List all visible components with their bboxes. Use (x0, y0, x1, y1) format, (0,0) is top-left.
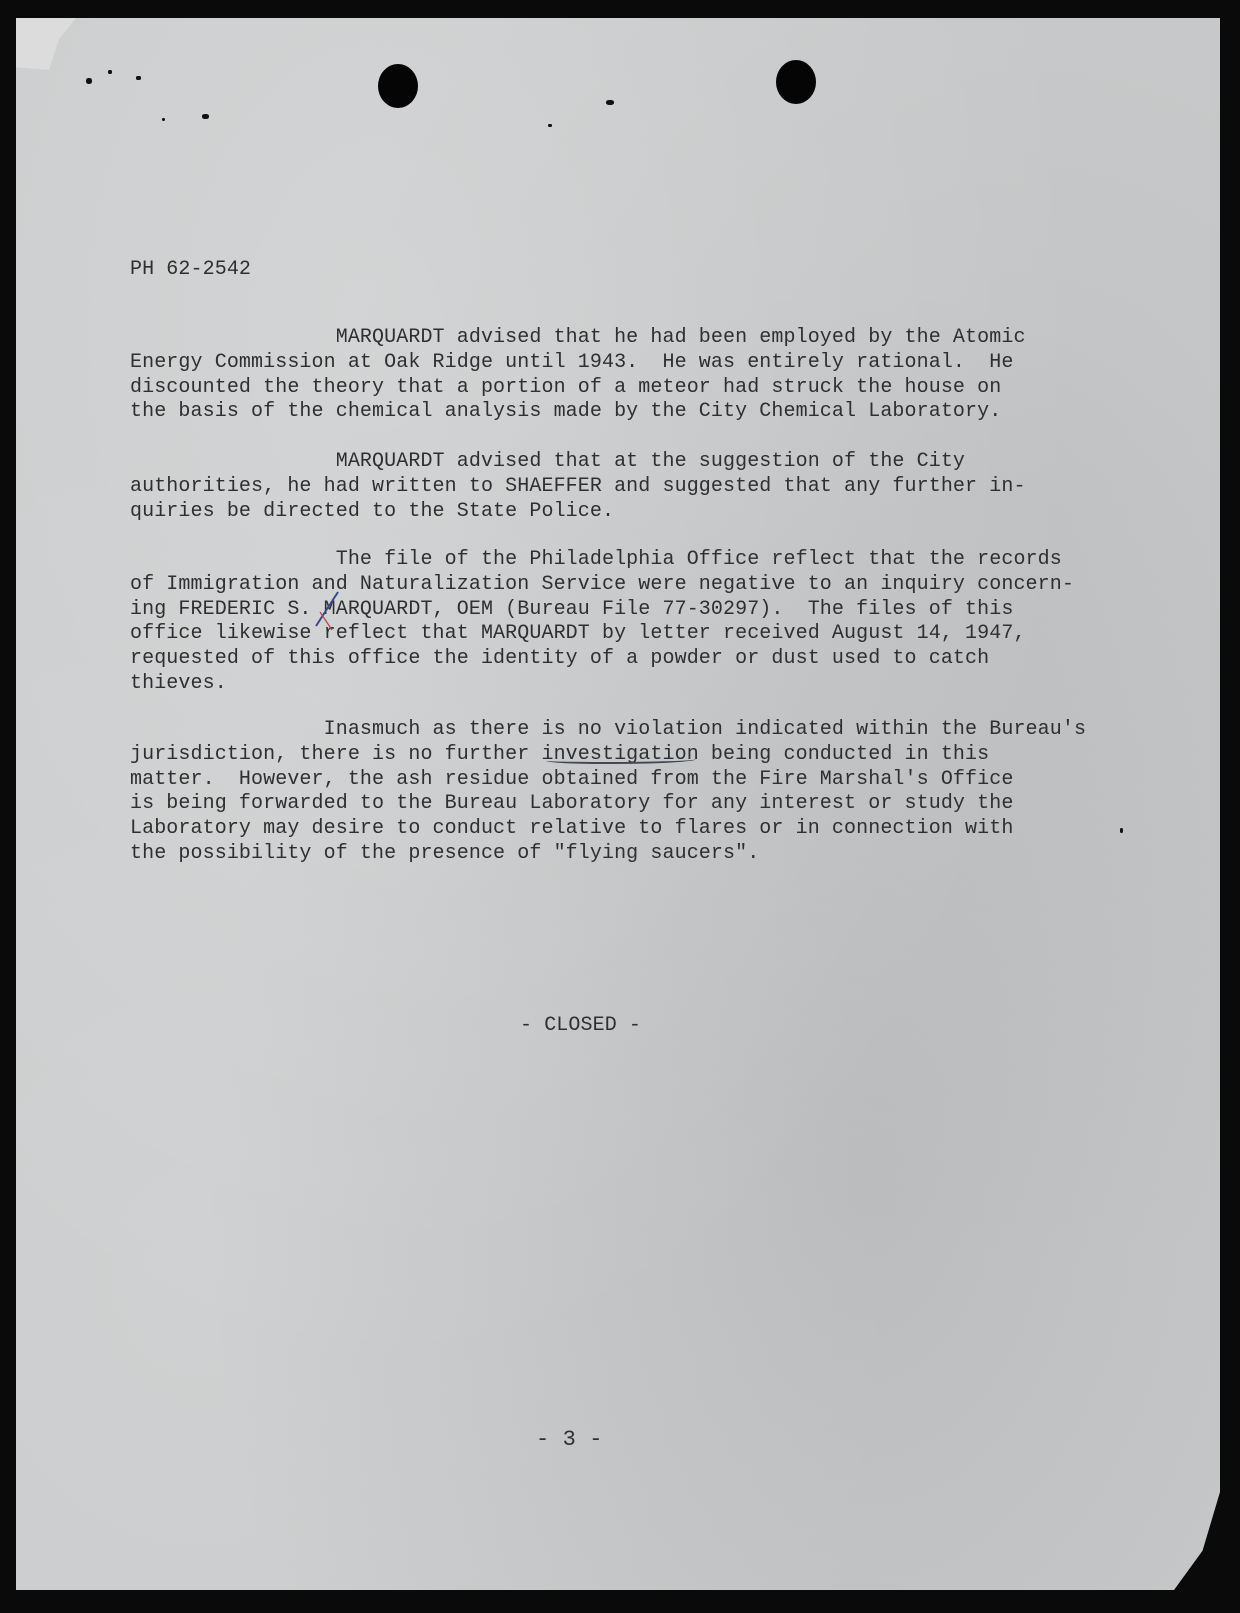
paragraph-line: matter. However, the ash residue obtained from the Fire Marshal's Office (130, 767, 1014, 791)
file-number: PH 62-2542 (130, 258, 252, 281)
paragraph-line: Laboratory may desire to conduct relative to flares or in connection with (130, 817, 1014, 841)
paragraph-line: requested of this office the identity of a powder or dust used to catch (130, 647, 990, 671)
punch-hole-right (776, 60, 816, 104)
punch-hole-left (378, 64, 418, 108)
paragraph-line: The file of the Philadelphia Office reflect that the records (130, 548, 1062, 571)
paragraph-2 (130, 450, 1026, 524)
paragraph-line: of Immigration and Naturalization Service were negative to an inquiry concern- (130, 572, 1074, 596)
paper-speck (108, 70, 112, 74)
paragraph-line: MARQUARDT advised that at the suggestion of the City (130, 450, 966, 473)
paragraph-line: office likewise reflect that MARQUARDT by letter received August 14, 1947, (130, 622, 1026, 646)
paragraph-line: the possibility of the presence of "flying saucers". (130, 841, 760, 865)
paragraph-3 (130, 548, 1074, 697)
paragraph-line: jurisdiction, there is no further investigation being conducted in this (130, 742, 990, 766)
paragraph-line: is being forwarded to the Bureau Laboratory for any interest or study the (130, 792, 1014, 816)
paper-speck (548, 124, 552, 127)
paper-speck (1120, 828, 1123, 833)
document-page (16, 18, 1220, 1590)
paragraph-line: thieves. (130, 671, 227, 695)
paper-speck (86, 78, 92, 84)
paragraph-line: authorities, he had written to SHAEFFER and suggested that any further in- (130, 474, 1026, 498)
paragraph-line: ing FREDERIC S. MARQUARDT, OEM (Bureau File 77-30297). The files of this (130, 597, 1014, 621)
paragraph-line: discounted the theory that a portion of a meteor had struck the house on (130, 375, 1002, 399)
paragraph-line: quiries be directed to the State Police. (130, 499, 615, 523)
closed-marker: - CLOSED - (520, 1014, 642, 1037)
paper-speck (136, 76, 141, 80)
paragraph-1 (130, 326, 1026, 425)
paper-speck (162, 118, 165, 121)
page-number: - 3 - (536, 1427, 603, 1452)
paragraph-line: the basis of the chemical analysis made by the City Chemical Laboratory. (130, 400, 1002, 424)
paper-speck (606, 100, 614, 105)
paragraph-line: Inasmuch as there is no violation indicated within the Bureau's (130, 718, 1087, 741)
paper-speck (202, 114, 209, 119)
paragraph-4 (130, 718, 1086, 867)
paragraph-line: Energy Commission at Oak Ridge until 1943. He was entirely rational. He (130, 350, 1014, 374)
torn-corner (16, 18, 76, 70)
folded-corner (1174, 1492, 1220, 1590)
handwritten-check-mark (312, 588, 342, 632)
paragraph-line: MARQUARDT advised that he had been employed by the Atomic (130, 326, 1026, 349)
